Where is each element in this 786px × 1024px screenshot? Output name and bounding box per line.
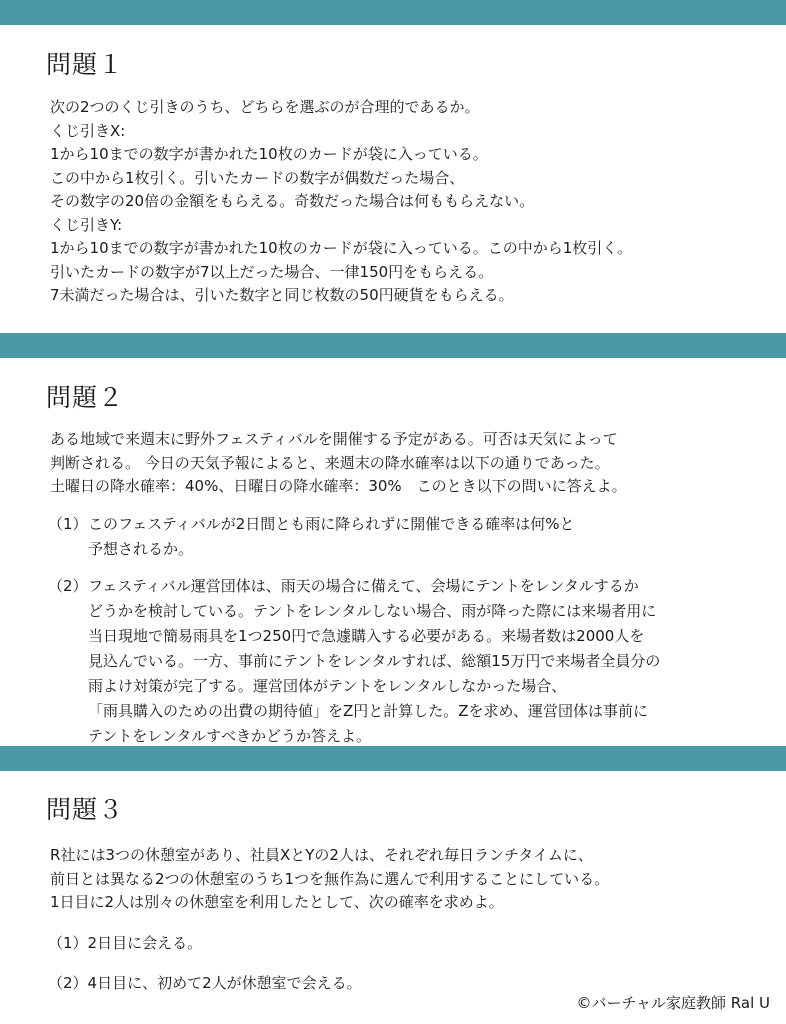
question-text: 見込んでいる。一方、事前にテントをレンタルすれば、総額15万円で来場者全員分の [88, 652, 661, 670]
problem2-line: 土曜日の降水確率：40%、日曜日の降水確率：30% このとき以下の問いに答えよ。 [50, 477, 627, 495]
question-text: 「雨具購入のための出費の期待値」をZ円と計算した。Zを求め、運営団体は事前に [88, 702, 648, 720]
question-text: 当日現地で簡易雨具を1つ250円で急遽購入する必要がある。来場者数は2000人を [88, 627, 645, 645]
problem3-title: 問題３ [46, 795, 125, 824]
divider-band [0, 333, 786, 358]
problem2-title: 問題２ [46, 383, 125, 412]
problem1-line: 7未満だった場合は、引いた数字と同じ枚数の50円硬貨をもらえる。 [50, 286, 514, 304]
problem2-question-2 [48, 574, 660, 749]
copyright-credit: ©バーチャル家庭教師 Ral U [576, 994, 770, 1012]
header-band [0, 0, 786, 25]
problem2-body [50, 428, 627, 499]
question-text: 雨よけ対策が完了する。運営団体がテントをレンタルしなかった場合、 [88, 677, 567, 695]
question-number: （1） [48, 515, 88, 533]
problem1-line: その数字の20倍の金額をもらえる。奇数だった場合は何ももらえない。 [50, 192, 535, 210]
problem3-line: R社には3つの休憩室があり、社員XとYの2人は、それぞれ毎日ランチタイムに、 [50, 846, 593, 864]
problem2-line: 判断される。 今日の天気予報によると、来週末の降水確率は以下の通りであった。 [50, 453, 610, 472]
problem1-line: 1から10までの数字が書かれた10枚のカードが袋に入っている。 [50, 145, 488, 163]
problem1-line: 次の2つのくじ引きのうち、どちらを選ぶのが合理的であるか。 [50, 98, 480, 116]
divider-band [0, 746, 786, 771]
question-text: このフェスティバルが2日間とも雨に降られずに開催できる確率は何%と [88, 515, 575, 533]
problem3-line: 1日目に2人は別々の休憩室を利用したとして、次の確率を求めよ。 [50, 893, 504, 911]
problem3-line: 前日とは異なる2つの休憩室のうち1つを無作為に選んで利用することにしている。 [50, 869, 610, 888]
problem3-question-1: （1）2日目に会える。 [48, 934, 203, 952]
problem1-line: この中から1枚引く。引いたカードの数字が偶数だった場合、 [50, 168, 465, 187]
problem1-line: 引いたカードの数字が7以上だった場合、一律150円をもらえる。 [50, 262, 494, 281]
problem2-question-1 [48, 512, 575, 562]
problem3-body [50, 844, 609, 915]
problem1-line: 1から10までの数字が書かれた10枚のカードが袋に入っている。この中から1枚引く。 [50, 239, 632, 257]
question-text: フェスティバル運営団体は、雨天の場合に備えて、会場にテントをレンタルするか [88, 577, 639, 595]
question-text: 予想されるか。 [88, 540, 194, 558]
problem1-body [50, 96, 632, 308]
problem1-line: くじ引きY: [50, 215, 123, 234]
problem1-title: 問題１ [46, 50, 125, 79]
problem1-line: くじ引きX: [50, 121, 126, 140]
problem3-question-2: （2）4日目に、初めて2人が休憩室で会える。 [48, 974, 362, 992]
question-text: どうかを検討している。テントをレンタルしない場合、雨が降った際には来場者用に [88, 602, 657, 620]
problem2-line: ある地域で来週末に野外フェスティバルを開催する予定がある。可否は天気によって [50, 430, 618, 448]
question-number: （2） [48, 577, 88, 595]
question-text: テントをレンタルすべきかどうか答えよ。 [88, 727, 371, 745]
